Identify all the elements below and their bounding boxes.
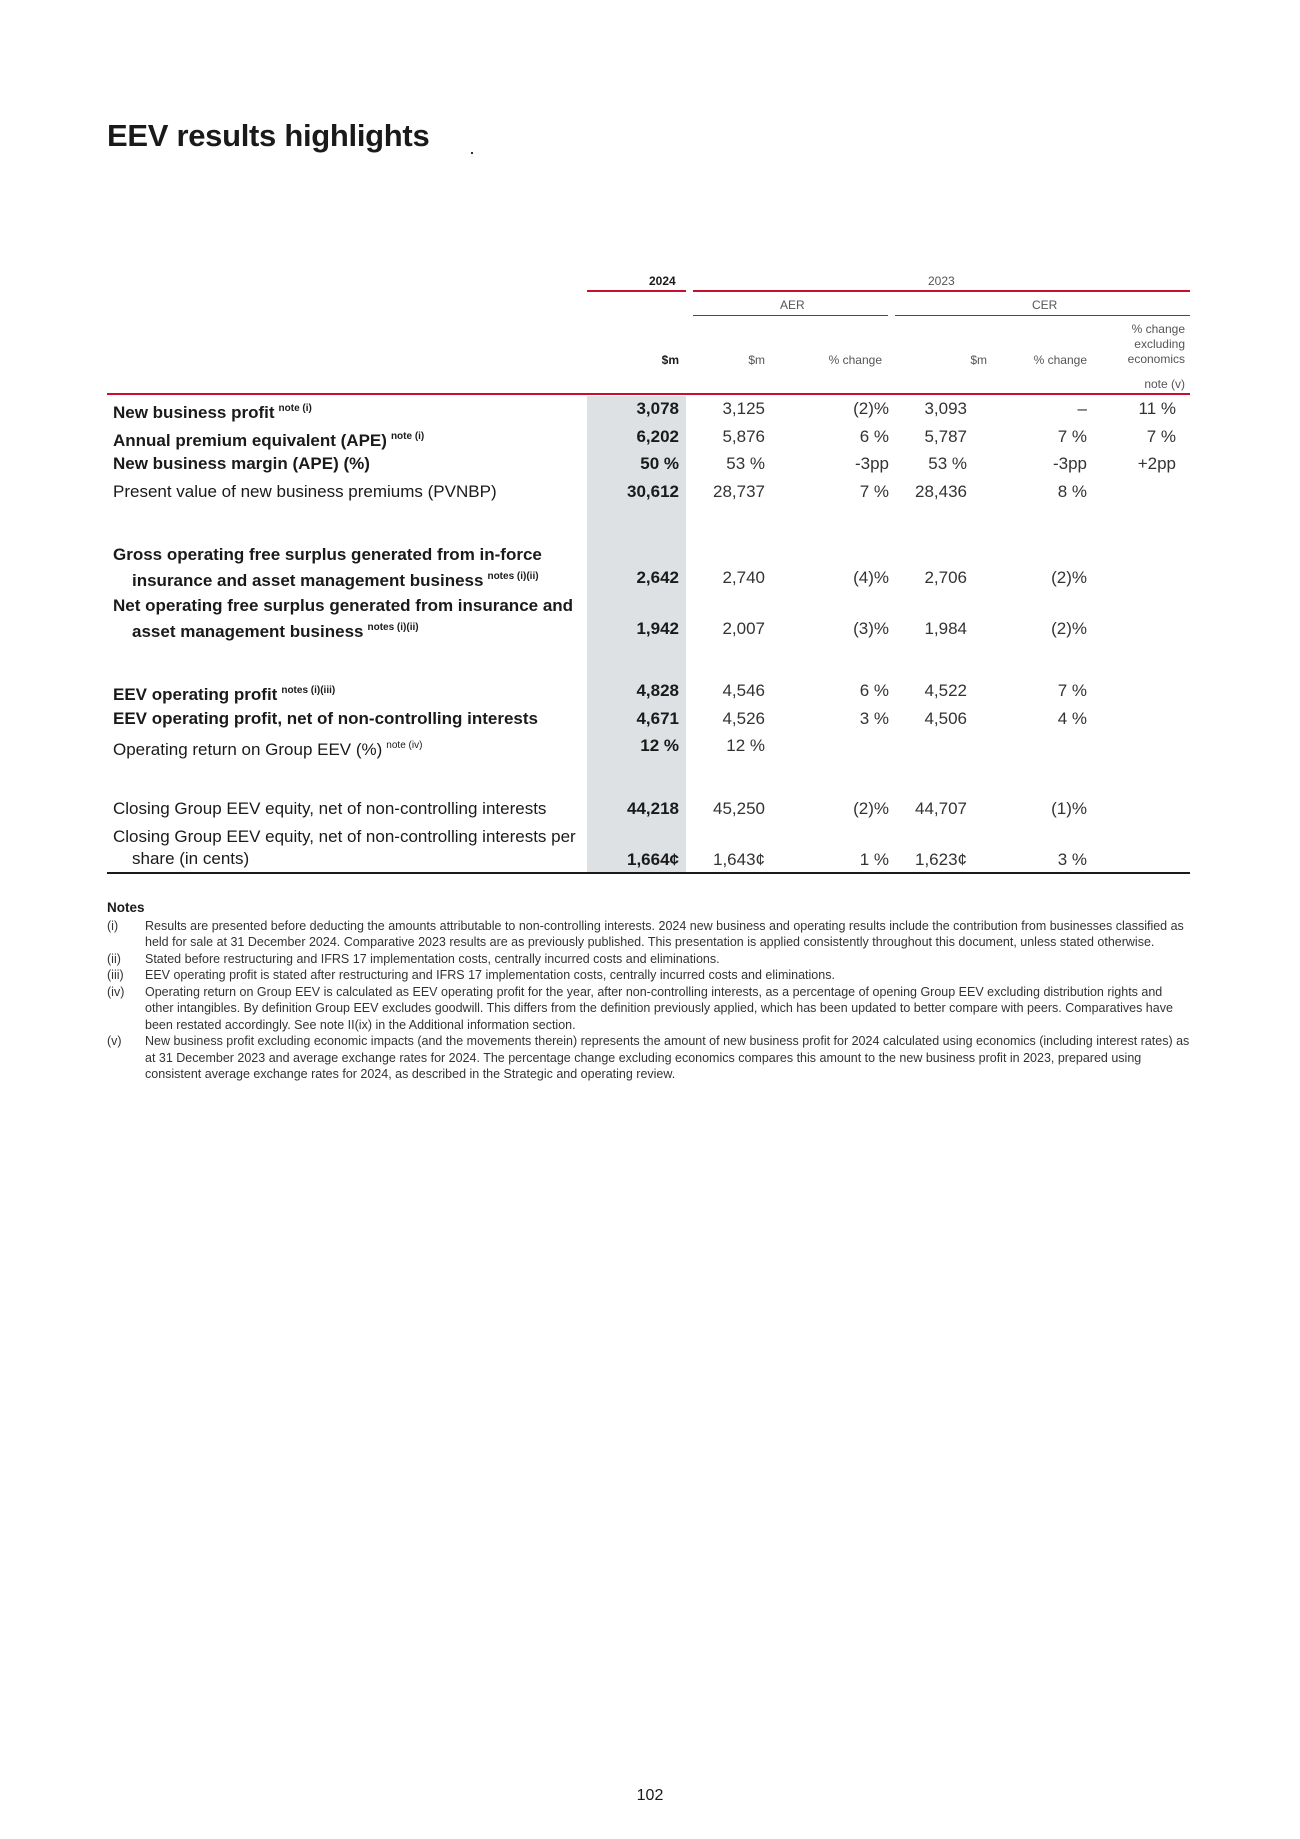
value-aer-change: 6 % xyxy=(859,681,889,700)
value-2024: 4,671 xyxy=(636,709,679,728)
row-label: EEV operating profit, net of non-controlling interests xyxy=(113,709,538,728)
value-aer-change: (2)% xyxy=(853,799,889,818)
header-aer-change: % change xyxy=(828,353,882,367)
value-cer: 1,984 xyxy=(924,619,967,638)
value-cer-change: 7 % xyxy=(1057,681,1087,700)
header-excl-line2: excluding xyxy=(1134,337,1185,351)
row-label: Net operating free surplus generated from insurance and asset management business $^{notes (i)(ii)}$ xyxy=(113,596,574,641)
rule-cer xyxy=(895,315,1190,316)
row-label: EEV operating profit $^{notes (i)(iii)}$ xyxy=(113,685,336,704)
value-aer-change: (3)% xyxy=(853,619,889,638)
value-aer: 2,007 xyxy=(722,619,765,638)
value-aer: 1,643¢ xyxy=(713,850,765,869)
header-cer-change: % change xyxy=(1033,353,1087,367)
value-2024: 3,078 xyxy=(636,399,679,418)
value-2024: 50 % xyxy=(640,454,679,473)
note-item: (iii) EEV operating profit is stated after restructuring and IFRS 17 implementation costs, centrally incurred costs and eliminations. xyxy=(107,968,835,982)
page-title: EEV results highlights xyxy=(107,118,430,153)
value-cer-change: (2)% xyxy=(1051,568,1087,587)
row-label: New business margin (APE) (%) xyxy=(113,454,370,473)
value-aer-change: (2)% xyxy=(853,399,889,418)
value-excl-economics: 7 % xyxy=(1146,427,1176,446)
value-aer: 28,737 xyxy=(713,482,765,501)
header-excl-line3: economics xyxy=(1127,352,1185,366)
note-item: (i) Results are presented before deducting the amounts attributable to non-controlling interests. 2024 new business and operating results include the contribution from businesses classified as held for sale at 31 December 2024. Comparative 2023 results are as previously published. This presentation is applied consistently throughout this document, unless stated otherwise. xyxy=(107,918,1184,949)
value-cer-change: 3 % xyxy=(1057,850,1087,869)
value-2024: 12 % xyxy=(640,736,679,755)
value-aer: 53 % xyxy=(726,454,765,473)
value-2024: 30,612 xyxy=(627,482,679,501)
value-cer-change: (2)% xyxy=(1051,619,1087,638)
rule-2023 xyxy=(693,290,1190,292)
decorative-dot xyxy=(471,152,473,154)
header-aer: AER xyxy=(780,298,805,312)
header-aer-unit: $m xyxy=(748,353,765,367)
value-aer: 12 % xyxy=(726,736,765,755)
value-aer: 4,546 xyxy=(722,681,765,700)
value-cer-change: 7 % xyxy=(1057,427,1087,446)
note-item: (iv) Operating return on Group EEV is calculated as EEV operating profit for the year, after non-controlling interests, as a percentage of opening Group EEV excluding distribution rights and other intangibles. By definition Group EEV excludes goodwill. This differs from the definition previously applied, which has been updated to better compare with peers. Comparatives have been restated accordingly. See note II(ix) in the Additional information section. xyxy=(107,984,1173,1032)
value-cer: 1,623¢ xyxy=(915,850,967,869)
note-item: (v) New business profit excluding economic impacts (and the movements therein) represents the amount of new business profit for 2024 calculated using economics (including interest rates) as at 31 December 2023 and average exchange rates for 2024. The percentage change excluding economics compares this amount to the new business profit in 2023, prepared using consistent average exchange rates for 2024, as described in the Strategic and operating review. xyxy=(107,1034,1190,1081)
notes-title: Notes xyxy=(107,900,145,915)
value-aer: 4,526 xyxy=(722,709,765,728)
value-aer-change: 1 % xyxy=(859,850,889,869)
value-cer-change: -3pp xyxy=(1052,454,1087,473)
value-aer: 5,876 xyxy=(722,427,765,446)
header-excl-economics xyxy=(1097,322,1185,367)
value-aer-change: (4)% xyxy=(853,568,889,587)
value-aer-change: -3pp xyxy=(854,454,889,473)
value-cer: 3,093 xyxy=(924,399,967,418)
value-cer-change: – xyxy=(1077,399,1087,418)
value-2024: 1,942 xyxy=(636,619,679,638)
row-label: Present value of new business premiums (PVNBP) xyxy=(113,482,497,501)
value-cer: 5,787 xyxy=(924,427,967,446)
value-aer: 45,250 xyxy=(713,799,765,818)
row-label: Closing Group EEV equity, net of non-controlling interests xyxy=(113,799,547,818)
value-cer: 2,706 xyxy=(924,568,967,587)
value-2024: 4,828 xyxy=(636,681,679,700)
value-aer: 3,125 xyxy=(722,399,765,418)
value-2024: 1,664¢ xyxy=(627,850,679,869)
table-bottom-rule xyxy=(107,872,1190,874)
page-number: 102 xyxy=(636,1787,664,1804)
row-label: Gross operating free surplus generated from in-force insurance and asset management business $^{notes (i)(ii)}$ xyxy=(113,545,542,590)
notes-section xyxy=(107,900,1190,1083)
rule-2024 xyxy=(587,290,686,292)
value-cer-change: 4 % xyxy=(1057,709,1087,728)
value-2024: 6,202 xyxy=(636,427,679,446)
value-aer-change: 3 % xyxy=(859,709,889,728)
table-header-rule xyxy=(107,393,1190,395)
row-label: Annual premium equivalent (APE) $^{note (i)}$ xyxy=(113,431,425,450)
row-label: Closing Group EEV equity, net of non-controlling interests per share (in cents) xyxy=(113,827,576,868)
value-cer: 44,707 xyxy=(915,799,967,818)
row-label: New business profit $^{note (i)}$ xyxy=(113,403,312,422)
value-cer: 53 % xyxy=(928,454,967,473)
value-excl-economics: +2pp xyxy=(1137,454,1176,473)
value-aer-change: 6 % xyxy=(859,427,889,446)
rule-aer xyxy=(693,315,888,316)
value-cer: 4,522 xyxy=(924,681,967,700)
header-cer-unit: $m xyxy=(970,353,987,367)
value-excl-economics: 11 % xyxy=(1138,399,1176,418)
value-cer-change: (1)% xyxy=(1051,799,1087,818)
header-excl-note: note (v) xyxy=(1144,377,1185,391)
value-aer: 2,740 xyxy=(722,568,765,587)
header-year-2023: 2023 xyxy=(928,274,955,288)
value-aer-change: 7 % xyxy=(859,482,889,501)
value-2024: 44,218 xyxy=(627,799,679,818)
value-cer: 4,506 xyxy=(924,709,967,728)
value-2024: 2,642 xyxy=(636,568,679,587)
header-excl-line1: % change xyxy=(1131,322,1185,336)
header-year-2024: 2024 xyxy=(649,274,676,288)
row-label: Operating return on Group EEV (%) $^{note (iv)}$ xyxy=(113,740,423,759)
value-cer: 28,436 xyxy=(915,482,967,501)
header-2024-unit: $m xyxy=(661,353,679,367)
header-cer: CER xyxy=(1032,298,1058,312)
note-item: (ii) Stated before restructuring and IFRS 17 implementation costs, centrally incurred costs and eliminations. xyxy=(107,951,720,966)
value-cer-change: 8 % xyxy=(1057,482,1087,501)
